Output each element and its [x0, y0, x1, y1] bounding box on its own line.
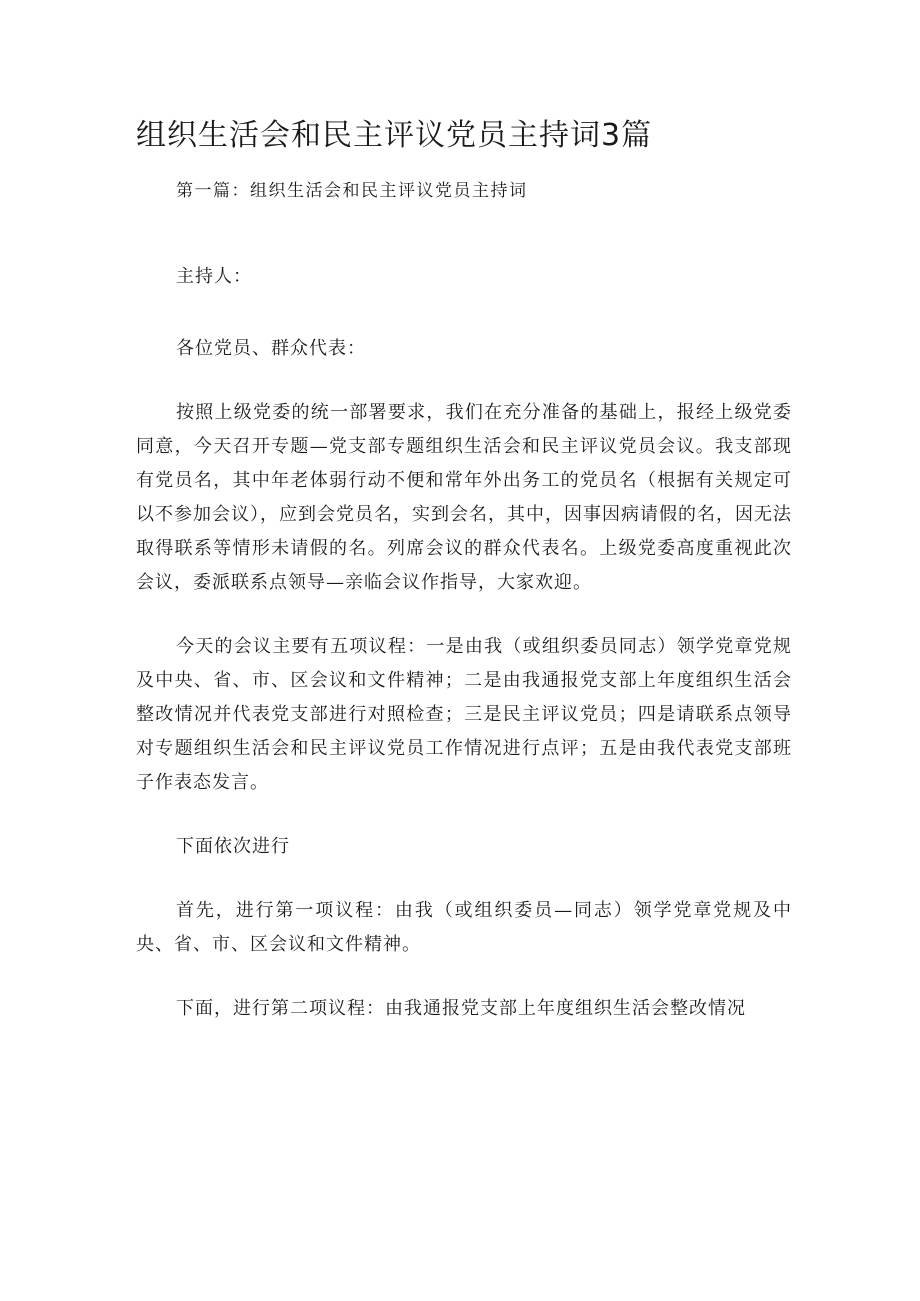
paragraph-opening: 按照上级党委的统一部署要求，我们在充分准备的基础上，报经上级党委同意，今天召开专题—党支部专题组织生活会和民主评议党员会议。我支部现有党员名，其中年老体弱行动不便和常年外出务工的党员名（根据有关规定可以不参加会议），应到会党员名，实到会名，其中，因事因病请假的名，因无法取得联系等情形未请假的名。列席会议的群众代表名。上级党委高度重视此次会议，委派联系点领导—亲临会议作指导，大家欢迎。 [136, 402, 792, 593]
document-title: 组织生活会和民主评议党员主持词3篇 [136, 118, 653, 153]
document-subtitle: 第一篇：组织生活会和民主评议党员主持词 [176, 181, 528, 201]
paragraph-proceed: 下面依次进行 [176, 836, 290, 857]
paragraph-item-two: 下面，进行第二项议程：由我通报党支部上年度组织生活会整改情况 [176, 998, 746, 1019]
paragraph-greeting: 各位党员、群众代表： [176, 338, 366, 359]
paragraph-host: 主持人： [176, 266, 252, 287]
paragraph-agenda: 今天的会议主要有五项议程：一是由我（或组织委员同志）领学党章党规及中央、省、市、区会议和文件精神；二是由我通报党支部上年度组织生活会整改情况并代表党支部进行对照检查；三是民主评议党员；四是请联系点领导对专题组织生活会和民主评议党员工作情况进行点评；五是由我代表党支部班子作表态发言。 [136, 636, 792, 793]
paragraph-item-one: 首先，进行第一项议程：由我（或组织委员—同志）领学党章党规及中央、省、市、区会议和文件精神。 [136, 900, 792, 955]
